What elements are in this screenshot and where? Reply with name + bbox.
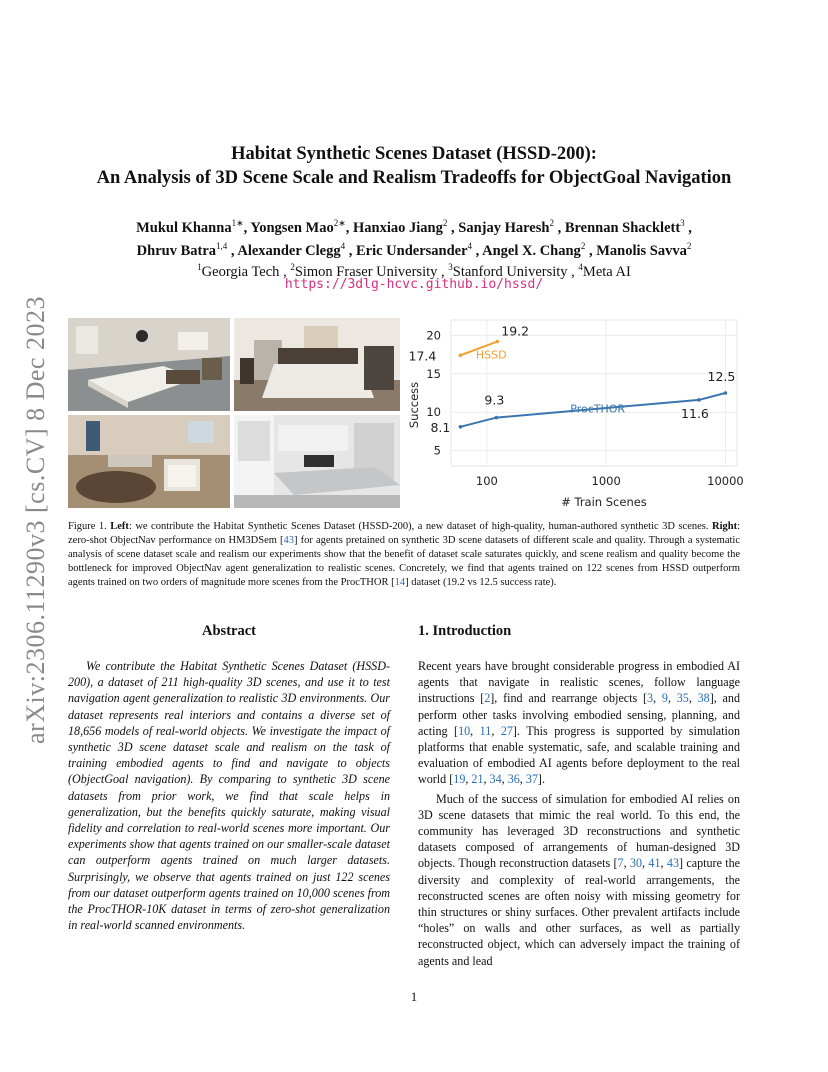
- affil-name: Georgia Tech: [201, 263, 280, 280]
- citation-link[interactable]: 36: [507, 772, 520, 787]
- intro-heading: 1. Introduction: [418, 623, 512, 639]
- introduction-column: [418, 623, 740, 972]
- figure-caption: [68, 520, 740, 590]
- text-run: ,: [667, 691, 677, 706]
- data-label: 9.3: [484, 392, 505, 408]
- citation-link[interactable]: 41: [648, 856, 661, 871]
- affil-name: Simon Fraser University: [294, 263, 438, 280]
- y-tick-label: 5: [433, 443, 441, 458]
- author-name: Dhruv Batra: [136, 242, 217, 259]
- citation-link[interactable]: 11: [479, 723, 492, 738]
- caption-body: [68, 521, 740, 588]
- text-run: ,: [483, 772, 490, 787]
- author-sup: 1,4: [216, 240, 228, 251]
- paper-title: [0, 142, 828, 190]
- data-label: 11.6: [681, 405, 709, 421]
- affiliations: $^1$Georgia Tech , $^2$Simon Fraser University , $^3$Stanford University , $^4$Meta AI: [197, 262, 631, 280]
- affil-sup: 4: [578, 262, 583, 272]
- x-tick-label: 100: [475, 474, 498, 488]
- author-name: Hanxiao Jiang: [353, 219, 443, 236]
- author-name: Yongsen Mao: [250, 219, 334, 236]
- author-sup: 2: [686, 240, 692, 251]
- text-run: Recent years have brought considerable progress in embodied AI agents that navigate in realistic scenes, follow language instructions [: [418, 659, 740, 706]
- data-point: [724, 391, 728, 395]
- author-line-2: Dhruv Batra$^{1,4}$ , Alexander Clegg$^4$ , Eric Undersander$^4$ , Angel X. Chang$^2$ , Manolis Savva$^2$: [136, 240, 692, 259]
- citation-link[interactable]: 14: [394, 577, 406, 588]
- text-run: ] for agents pretained on synthetic 3D scene datasets of different scale and quality. Through a systematic analysis of scene dataset scale and realism our experiments show that the benefit of dataset scale saturates quickly, and scene realism and quality become the bottleneck for improved ObjectNav agent generalization to realistic scenes. Concretely, we find that agents trained on 122 scenes from HSSD outperform agents trained on two orders of magnitude more scenes from the ProcTHOR [: [68, 535, 740, 588]
- citation-link[interactable]: 37: [525, 772, 538, 787]
- text-run: ] dataset (19.2 vs 12.5 success rate).: [405, 577, 557, 588]
- author-sup: 4: [340, 240, 346, 251]
- data-label: 19.2: [501, 323, 530, 339]
- author-sup: 3: [680, 218, 685, 228]
- citation-link[interactable]: 19: [453, 772, 466, 787]
- y-tick-label: 10: [426, 405, 441, 420]
- affil-sup: 1: [197, 262, 202, 272]
- text-run: ,: [688, 691, 698, 706]
- text-run: ,: [660, 856, 667, 871]
- data-point: [459, 425, 463, 429]
- text-run: ,: [623, 856, 630, 871]
- text-run: ].: [537, 772, 545, 787]
- author-name: Alexander Clegg: [237, 242, 341, 259]
- scene-image-living-room: [68, 318, 230, 411]
- text-run: ], find and rearrange objects [: [490, 691, 648, 706]
- intro-paragraph-1: [418, 658, 740, 788]
- citation-link[interactable]: 34: [489, 772, 502, 787]
- data-point: [459, 354, 463, 358]
- citation-link[interactable]: 30: [629, 856, 643, 871]
- intro-paragraph-2: [418, 791, 740, 969]
- x-tick-label: 10000: [707, 474, 743, 488]
- citation-link[interactable]: 21: [471, 772, 484, 787]
- author-sup: 2: [580, 240, 586, 251]
- data-label: 8.1: [430, 419, 451, 435]
- y-tick-label: 20: [426, 328, 441, 343]
- author-sup: 2: [549, 218, 554, 228]
- affil-name: Meta AI: [582, 263, 631, 280]
- affil-name: Stanford University: [452, 263, 568, 280]
- author-sup: 1∗: [231, 218, 244, 228]
- page-number: 1: [410, 990, 418, 1004]
- author-name: Manolis Savva: [596, 242, 687, 259]
- scene-renders: [68, 318, 400, 508]
- project-url[interactable]: https://3dlg-hcvc.github.io/hssd/: [284, 277, 544, 292]
- text-run: ,: [470, 723, 480, 738]
- text-run: Much of the success of simulation for embodied AI relies on 3D scene datasets that mimic the real world. To this end, the community has leveraged 3D reconstructions and synthetic datasets composed of arrangements of human-designed 3D objects. Though reconstruction datasets [: [418, 791, 740, 871]
- title-line-2: An Analysis of 3D Scene Scale and Realism Tradeoffs for ObjectGoal Navigation: [96, 168, 732, 188]
- citation-link[interactable]: 38: [697, 691, 710, 706]
- caption-bold: Left: [110, 521, 129, 532]
- series-name-label: HSSD: [475, 348, 507, 362]
- author-line-1: Mukul Khanna$^{1∗}$, Yongsen Mao$^{2∗}$, Hanxiao Jiang$^2$ , Sanjay Haresh$^2$ , Brennan Shacklett$^3$ ,: [136, 218, 692, 236]
- x-tick-label: 1000: [591, 474, 621, 488]
- arxiv-watermark: [16, 290, 56, 750]
- data-label: 17.4: [408, 348, 437, 364]
- citation-link[interactable]: 43: [283, 535, 295, 546]
- citation-link[interactable]: 35: [676, 691, 689, 706]
- author-list: [0, 214, 828, 260]
- scene-image-dining: [68, 415, 230, 508]
- x-axis-label: # Train Scenes: [561, 495, 647, 509]
- citation-link[interactable]: 2: [484, 691, 491, 706]
- abstract-heading: Abstract: [202, 623, 256, 639]
- y-tick-label: 15: [426, 366, 441, 381]
- text-run: ,: [491, 723, 501, 738]
- citation-link[interactable]: 10: [458, 723, 471, 738]
- author-sup: 2: [442, 218, 448, 228]
- y-axis-label: Success: [407, 381, 421, 429]
- author-name: Brennan Shacklett: [564, 219, 681, 236]
- text-run: ] capture the diversity and complexity of real-world arrangements, the reconstructed scenes are often noisy with missing geometry for thin structures or shiny surfaces. Other prevalent artifacts include “holes” on walls and other surfaces, as well as partially reconstructed object, which can adversely impact the training of agents and lead: [418, 856, 741, 968]
- citation-link[interactable]: 7: [617, 856, 624, 871]
- series-name-label: ProcTHOR: [570, 402, 626, 416]
- success-vs-train-scenes-chart: [403, 318, 743, 510]
- text-run: : we contribute the Habitat Synthetic Scenes Dataset (HSSD-200), a new dataset of high-quality, human-authored synthetic 3D scenes.: [128, 521, 712, 532]
- title-line-1: Habitat Synthetic Scenes Dataset (HSSD-200):: [231, 144, 597, 164]
- caption-bold: Right: [711, 521, 738, 532]
- author-name: Sanjay Haresh: [458, 219, 550, 236]
- abstract-text: We contribute the Habitat Synthetic Scenes Dataset (HSSD-200), a dataset of 211 high-quality 3D scenes, and use it to test navigation agent generalization to realistic 3D environments. Our dataset represents real interiors and contains a diverse set of 18,656 models of real-world objects. We investigate the impact of synthetic 3D scene dataset scale and realism on the task of training embodied agents to find and navigate to objects (ObjectGoal navigation). By comparing to synthetic 3D scene datasets from prior work, we find that scale helps in generalization, but the benefits quickly saturate, making visual fidelity and correlation to real-world scenes more important. Our experiments show that agents trained on our smaller-scale dataset can outperform agents trained on much larger datasets. Surprisingly, we observe that agents trained on just 122 scenes from our dataset outperform agents trained on 10,000 scenes from the ProcTHOR-10K dataset in terms of zero-shot generalization in real-world scanned environments.: [68, 659, 390, 933]
- text-run: ,: [501, 772, 508, 787]
- text-run: ]. This progress is supported by simulation platforms that enable systematic, safe, and scalable training and evaluation of embodied AI agents before deployment to the real world [: [418, 723, 740, 787]
- affil-sup: 2: [290, 262, 295, 272]
- data-label: 12.5: [707, 369, 736, 384]
- author-name: Eric Undersander: [355, 242, 468, 259]
- citation-link[interactable]: 43: [666, 856, 679, 871]
- author-name: Angel X. Chang: [482, 242, 581, 259]
- citation-link[interactable]: 27: [500, 723, 513, 738]
- abstract-column: [68, 623, 390, 933]
- caption-label: Figure 1.: [68, 521, 107, 532]
- author-sup: 2∗: [333, 218, 346, 228]
- data-point: [495, 416, 499, 420]
- text-run: ], and perform other tasks involving embodied sensing, planning, and acting [: [418, 691, 740, 738]
- citation-link[interactable]: 3: [647, 691, 654, 706]
- author-name: Mukul Khanna: [136, 219, 232, 236]
- text-run: : zero-shot ObjectNav performance on HM3DSem [: [68, 521, 740, 546]
- citation-link[interactable]: 9: [661, 691, 668, 706]
- scene-image-bedroom: [234, 318, 400, 411]
- author-sup: 4: [467, 240, 473, 251]
- text-run: ,: [519, 772, 526, 787]
- data-point: [495, 340, 499, 344]
- scene-image-kitchen: [234, 415, 400, 508]
- affil-sup: 3: [448, 262, 453, 272]
- arxiv-id: arXiv:2306.11290v3 [cs.CV] 8 Dec 2023: [21, 296, 50, 744]
- text-run: ,: [642, 856, 649, 871]
- text-run: ,: [653, 691, 662, 706]
- text-run: ,: [465, 772, 472, 787]
- data-point: [697, 398, 701, 402]
